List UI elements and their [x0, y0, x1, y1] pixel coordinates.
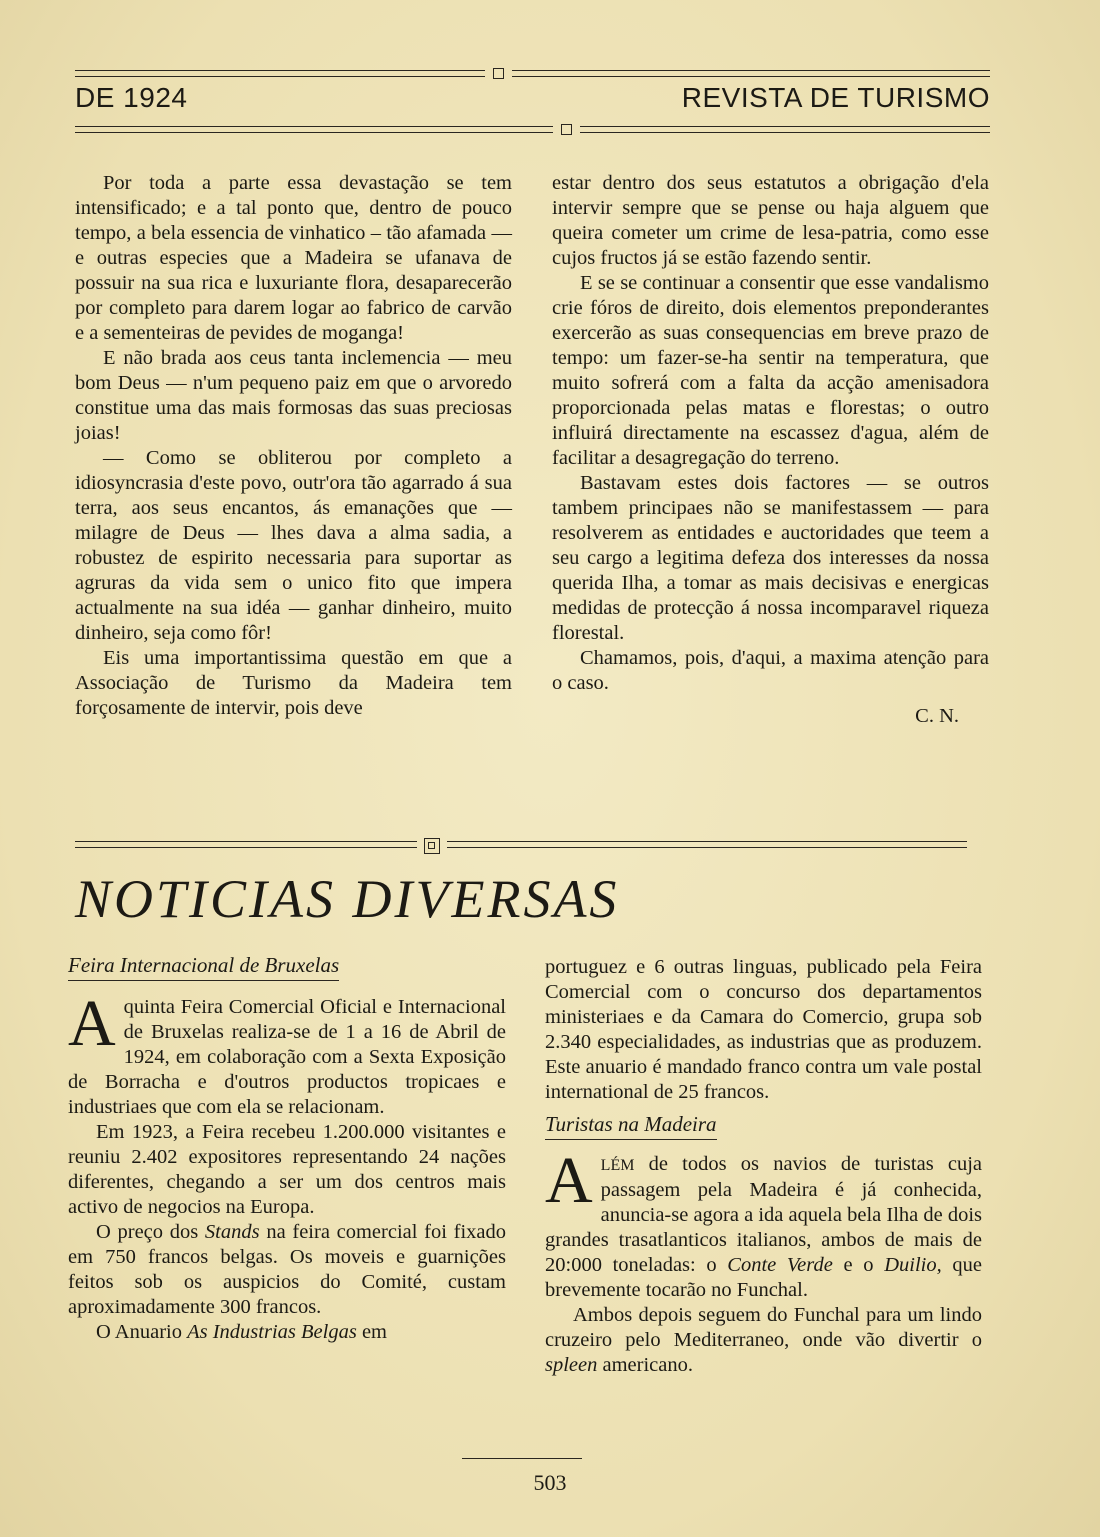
news-italic: Stands: [204, 1221, 260, 1243]
ship-name: Duilio,: [884, 1254, 942, 1276]
article-signature: C. N.: [915, 705, 959, 727]
article-paragraph: E se se continuar a consentir que esse vandalismo crie fóros de direito, dois elementos preponderantes exercerão as suas consequencias em breve prazo de tempo: um fazer-se-ha sentir na temperatura, que muito sofrerá com a falta da acção amenisadora proporcionada pelas matas e florestas; o outro influirá directamente na escassez d'agua, além de facilitar a desagregação do terreno.: [552, 272, 989, 469]
drop-cap: A: [545, 1144, 593, 1217]
news-left-column: [68, 952, 506, 1345]
news-text: que brevemente tocarão no Funchal.: [545, 1254, 982, 1301]
article-paragraph: Bastavam estes dois factores — se outros tambem principaes não se manifestassem — para resolverem as entidades e auctoridades que teem a seu cargo a legitima defeza dos interesses da nossa querida Ilha, a tomar as mais decisivas e energicas medidas de protecção á nossa incomparavel riqueza florestal.: [552, 472, 989, 644]
news-text: na feira comercial foi fixado em 750 francos belgas. Os moveis e guarnições feitos sob os auspicios do Comité, custam aproximadamente 300 francos.: [68, 1221, 506, 1318]
news-text: de todos os navios de turistas cuja passagem pela Madeira é já conhecida, anuncia-se agora a ida aquela bela Ilha de dois grandes trasatlanticos italianos, ambos de mais de 20:000 toneladas: o: [545, 1153, 983, 1276]
article-paragraph: — Como se obliterou por completo a idiosyncrasia d'este povo, outr'ora tão agarrado á sua terra, aos seus encantos, ás emanações que — milagre de Deus — lhes dava a alma sadia, a robustez de espirito necessaria para suportar as agruras da vida sem o unico fito que impera actualmente na sua idéa — ganhar dinheiro, muito dinheiro, seja como fôr!: [75, 447, 512, 644]
news-paragraph: Em 1923, a Feira recebeu 1.200.000 visitantes e reuniu 2.402 expositores representando 24 nações diferentes, chegando a ser um dos centros mais activo de negocios na Europa.: [68, 1121, 506, 1218]
article-paragraph: Eis uma importantissima questão em que a Associação de Turismo da Madeira tem forçosamente de intervir, pois deve: [75, 647, 512, 719]
article-right-column: [552, 171, 989, 729]
news-text: em: [356, 1321, 387, 1343]
news-text: Ambos depois seguem do Funchal para um lindo cruzeiro pelo Mediterraneo, onde vão divertir o: [545, 1304, 982, 1351]
top-rule-ornament: [493, 68, 504, 79]
section-rule-left: [75, 841, 417, 848]
top-rule-left: [75, 70, 485, 77]
news-italic: spleen: [545, 1354, 598, 1376]
header-title: REVISTA DE TURISMO: [681, 82, 990, 113]
news-paragraph: [68, 1320, 506, 1345]
news-text: O preço dos: [96, 1221, 205, 1243]
footer-rule: [462, 1458, 582, 1459]
header-rule-right: [580, 126, 990, 133]
article-paragraph: estar dentro dos seus estatutos a obrigação d'ela intervir sempre que se pense ou haja alguem que queira cometer um crime de lesa-patria, como esse cujos fructos já se estão fazendo sentir.: [552, 172, 989, 269]
news-text: americano.: [597, 1354, 693, 1376]
drop-cap: A: [68, 987, 116, 1060]
top-rule-right: [512, 70, 990, 77]
article-paragraph: Por toda a parte essa devastação se tem intensificado; e a tal ponto que, dentro de pouco tempo, a bela essencia de vinhatico – tão afamada — e outras especies que a Madeira se ufanava de possuir na sua rica e luxuriante flora, desaparecerão por completo para darem logar ao fabrico de carvão e a sementeiras de pevides de moganga!: [75, 172, 512, 344]
section-rule-right: [447, 841, 967, 848]
news-heading-turistas: Turistas na Madeira: [545, 1111, 717, 1140]
section-title: NOTICIAS DIVERSAS: [75, 869, 620, 929]
section-rule-ornament: [424, 838, 440, 854]
article-paragraph: E não brada aos ceus tanta inclemencia — meu bom Deus — n'um pequeno paiz em que o arvoredo constitue uma das mais formosas das suas preciosas joias!: [75, 347, 512, 444]
ship-name: Conte Verde: [727, 1254, 833, 1276]
header-date: DE 1924: [75, 82, 188, 113]
article-paragraph: Chamamos, pois, d'aqui, a maxima atenção para o caso.: [552, 647, 989, 694]
news-text: quinta Feira Comercial Oficial e Internacional de Bruxelas realiza-se de 1 a 16 de Abril de 1924, em colaboração com a Sexta Exposição de Borracha e d'outros productos tropicaes e industriaes que com ela se relacionam.: [68, 996, 506, 1118]
page-number: 503: [533, 1470, 567, 1495]
header-rule-left: [75, 126, 553, 133]
news-paragraph: [545, 1303, 982, 1378]
small-caps-text: LÉM: [600, 1157, 635, 1174]
news-heading-bruxelas: Feira Internacional de Bruxelas: [68, 952, 339, 981]
news-text: e o: [832, 1254, 885, 1276]
news-paragraph: portuguez e 6 outras linguas, publicado pela Feira Comercial com o concurso dos departamentos ministeriaes e da Camara do Comercio, grupa sob 2.340 especialidades, as industrias que as produzem. Este anuario é mandado franco contra um vale postal international de 25 francos.: [545, 956, 982, 1103]
article-left-column: [75, 171, 512, 721]
header-rule-ornament: [561, 124, 572, 135]
news-paragraph: [545, 1144, 983, 1303]
news-paragraph: [68, 1220, 506, 1320]
news-text: O Anuario: [96, 1321, 188, 1343]
news-italic: As Industrias Belgas: [187, 1321, 357, 1343]
news-right-column: [545, 955, 982, 1378]
news-paragraph: [68, 987, 506, 1120]
